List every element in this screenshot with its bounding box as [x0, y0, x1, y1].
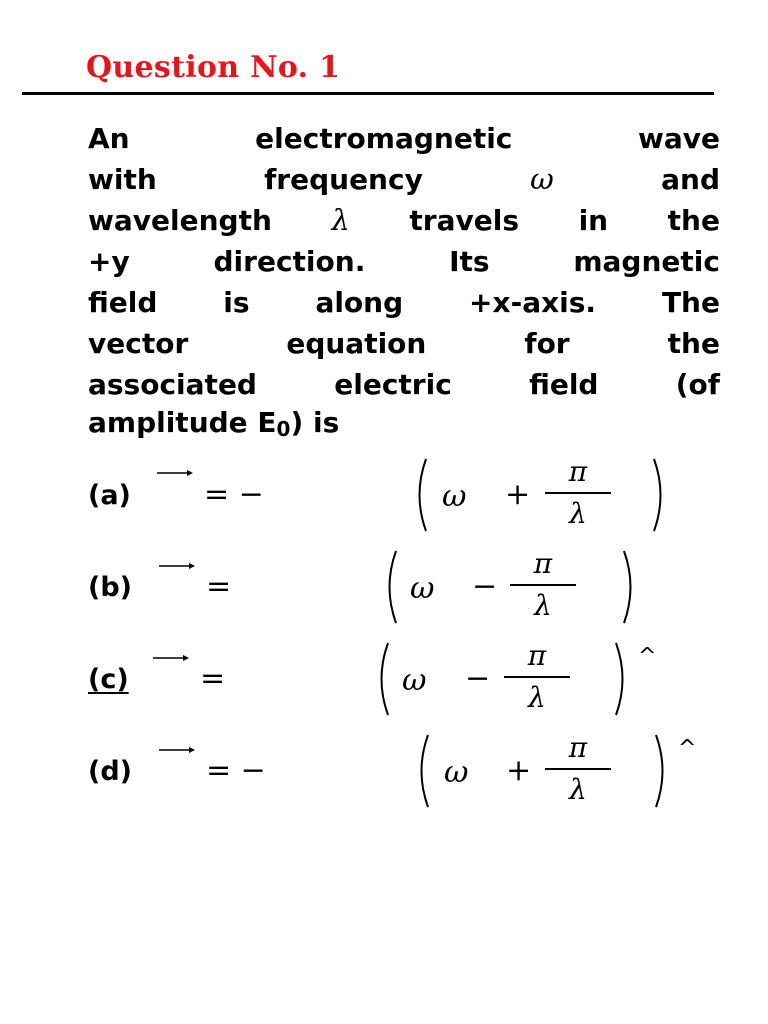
- word: field: [529, 368, 599, 401]
- word: +x-axis.: [469, 286, 597, 319]
- amplitude-subscript: 0: [276, 416, 291, 441]
- word: The: [661, 286, 720, 319]
- vector-arrow-icon: [152, 653, 190, 663]
- word: frequency: [264, 163, 423, 196]
- word: +y: [88, 245, 130, 278]
- word: with: [88, 163, 157, 196]
- question-line: [88, 323, 720, 364]
- right-paren: [654, 734, 670, 808]
- lambda-symbol: λ: [331, 203, 350, 237]
- right-paren: [614, 642, 630, 716]
- question-line: [88, 282, 720, 323]
- question-line: [88, 364, 720, 405]
- vector-arrow-icon: [158, 745, 196, 755]
- option-label: (c): [88, 664, 129, 695]
- fraction-bar: [545, 768, 611, 770]
- option-d[interactable]: [0, 728, 768, 818]
- word: field: [88, 286, 158, 319]
- option-b[interactable]: [0, 544, 768, 634]
- word: associated: [88, 368, 257, 401]
- word: Its: [449, 245, 490, 278]
- word: along: [315, 286, 404, 319]
- fraction-bar: [510, 584, 576, 586]
- relation: = −: [206, 753, 266, 788]
- operator: +: [506, 753, 532, 788]
- fraction-numerator: π: [527, 639, 547, 672]
- fraction-bar: [545, 492, 611, 494]
- fraction-denominator: λ: [569, 497, 587, 530]
- word: electric: [334, 368, 452, 401]
- question-line: [88, 159, 720, 200]
- fraction-numerator: π: [568, 455, 588, 488]
- word: the: [667, 327, 720, 360]
- fraction-bar: [504, 676, 570, 678]
- omega-symbol: ω: [442, 479, 467, 514]
- operator: −: [472, 569, 498, 604]
- word: direction.: [213, 245, 366, 278]
- omega-symbol: ω: [530, 162, 554, 196]
- fraction-denominator: λ: [528, 681, 546, 714]
- word: is: [223, 286, 250, 319]
- fraction-numerator: π: [568, 731, 588, 764]
- fraction-denominator: λ: [534, 589, 552, 622]
- word: travels: [409, 204, 519, 237]
- option-label: (a): [88, 480, 131, 511]
- word: for: [524, 327, 570, 360]
- relation: =: [200, 661, 226, 696]
- unit-hat: ^: [678, 736, 697, 761]
- question-title: Question No. 1: [86, 50, 341, 85]
- word: magnetic: [573, 245, 720, 278]
- right-paren: [652, 458, 668, 532]
- operator: −: [465, 661, 491, 696]
- operator: +: [505, 477, 531, 512]
- relation: =: [206, 569, 232, 604]
- word: vector: [88, 327, 189, 360]
- vector-arrow-icon: [158, 561, 196, 571]
- question-line: [88, 405, 720, 446]
- pi-over-lambda: [510, 547, 576, 630]
- unit-hat: ^: [638, 644, 657, 669]
- fraction-numerator: π: [533, 547, 553, 580]
- option-c[interactable]: [0, 636, 768, 726]
- omega-symbol: ω: [402, 663, 427, 698]
- question-line: [88, 241, 720, 282]
- omega-symbol: ω: [410, 571, 435, 606]
- word: wave: [637, 122, 720, 155]
- amplitude-text: amplitude $E_0$) is: [88, 405, 340, 441]
- question-line: [88, 200, 720, 241]
- word: in: [578, 204, 609, 237]
- word: electromagnetic: [255, 122, 513, 155]
- pi-over-lambda: [545, 731, 611, 814]
- option-label: (b): [88, 572, 133, 603]
- word: equation: [286, 327, 427, 360]
- left-paren: [414, 734, 430, 808]
- left-paren: [382, 550, 398, 624]
- omega-symbol: ω: [444, 755, 469, 790]
- left-paren: [374, 642, 390, 716]
- pi-over-lambda: [504, 639, 570, 722]
- title-divider: [22, 92, 714, 95]
- question-line: [88, 118, 720, 159]
- word: An: [88, 122, 130, 155]
- right-paren: [622, 550, 638, 624]
- fraction-denominator: λ: [569, 773, 587, 806]
- pi-over-lambda: [545, 455, 611, 538]
- question-text: [88, 118, 720, 446]
- relation: = −: [204, 477, 264, 512]
- left-paren: [412, 458, 428, 532]
- word: wavelength: [88, 204, 272, 237]
- word: and: [661, 163, 720, 196]
- word: (of: [675, 368, 720, 401]
- option-a[interactable]: [0, 452, 768, 542]
- vector-arrow-icon: [156, 468, 194, 478]
- option-label: (d): [88, 756, 133, 787]
- word: the: [667, 204, 720, 237]
